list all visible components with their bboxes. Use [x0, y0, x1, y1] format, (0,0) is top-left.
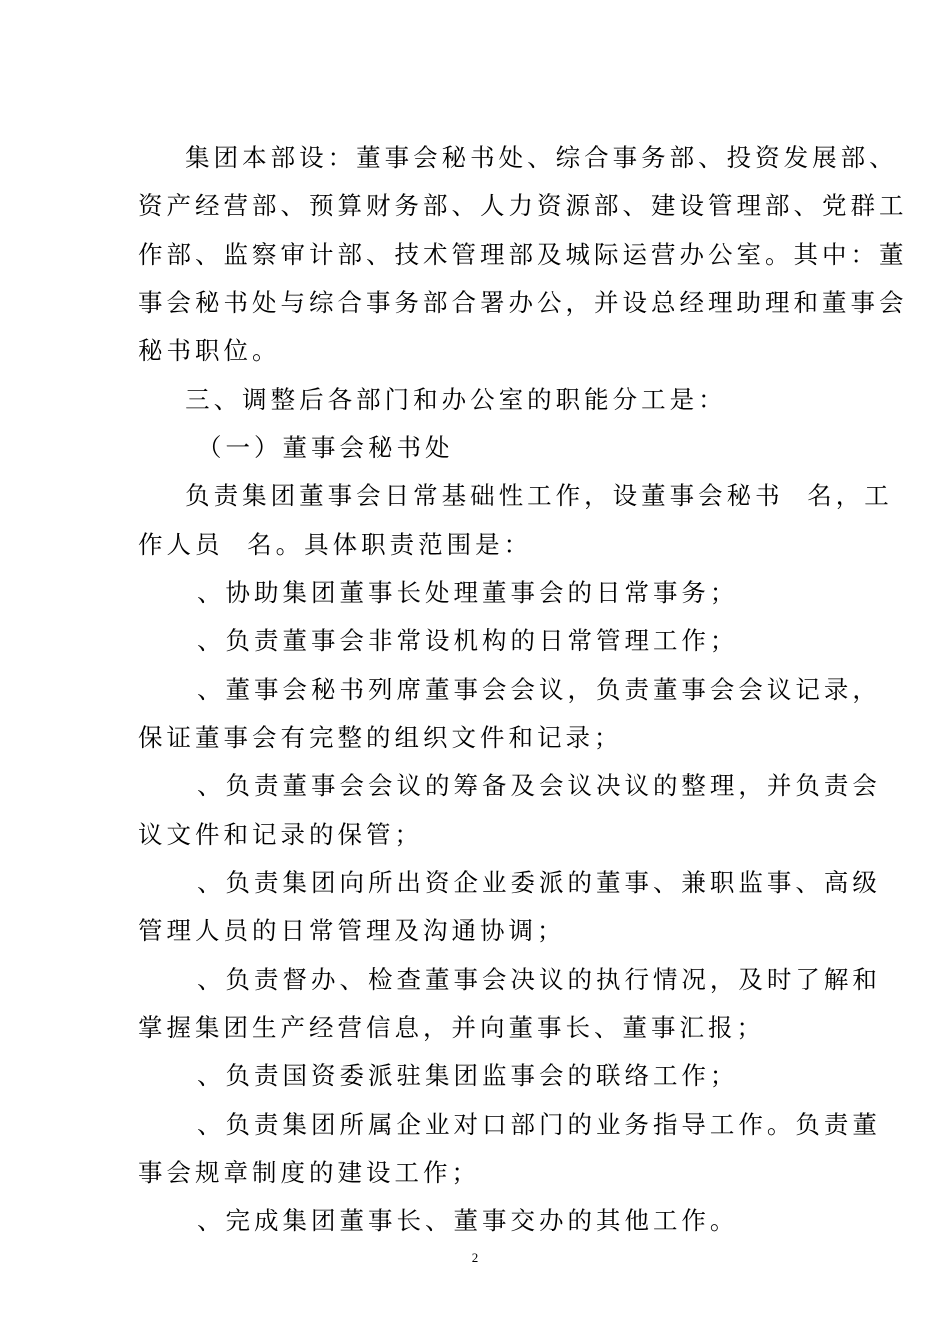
text-line: 秘书职位。: [138, 336, 281, 365]
list-item: 、负责督办、检查董事会决议的执行情况，及时了解和: [138, 965, 881, 994]
text-line: 集团本部设：董事会秘书处、综合事务部、投资发展部、: [138, 143, 898, 172]
text-line: 保证董事会有完整的组织文件和记录；: [138, 723, 623, 752]
text-line: 管理人员的日常管理及沟通协调；: [138, 916, 566, 945]
list-item: 、负责集团所属企业对口部门的业务指导工作。负责董: [138, 1110, 881, 1139]
list-item: 、董事会秘书列席董事会会议，负责董事会会议记录，: [138, 675, 881, 704]
text-line: 负责集团董事会日常基础性工作，设董事会秘书 名，工: [138, 481, 893, 510]
text-line: 资产经营部、预算财务部、人力资源部、建设管理部、党群工: [138, 191, 908, 220]
text-line: 作人员 名。具体职责范围是：: [138, 530, 533, 559]
list-item: 、负责董事会会议的筹备及会议决议的整理，并负责会: [138, 771, 881, 800]
list-item: 、协助集团董事长处理董事会的日常事务；: [138, 578, 739, 607]
list-item: 、负责国资委派驻集团监事会的联络工作；: [138, 1061, 739, 1090]
list-item: 、完成集团董事长、董事交办的其他工作。: [138, 1206, 739, 1235]
list-item: 、负责集团向所出资企业委派的董事、兼职监事、高级: [138, 868, 881, 897]
text-line: 掌握集团生产经营信息，并向董事长、董事汇报；: [138, 1013, 765, 1042]
text-line: 事会规章制度的建设工作；: [138, 1158, 480, 1187]
subsection-heading: （一）董事会秘书处: [138, 433, 454, 462]
list-item: 、负责董事会非常设机构的日常管理工作；: [138, 626, 739, 655]
page-number: 2: [471, 1250, 479, 1265]
section-heading: 三、调整后各部门和办公室的职能分工是：: [138, 385, 727, 414]
text-line: 事会秘书处与综合事务部合署办公，并设总经理助理和董事会: [138, 288, 908, 317]
text-line: 议文件和记录的保管；: [138, 820, 423, 849]
text-line: 作部、监察审计部、技术管理部及城际运营办公室。其中：董: [138, 240, 908, 269]
